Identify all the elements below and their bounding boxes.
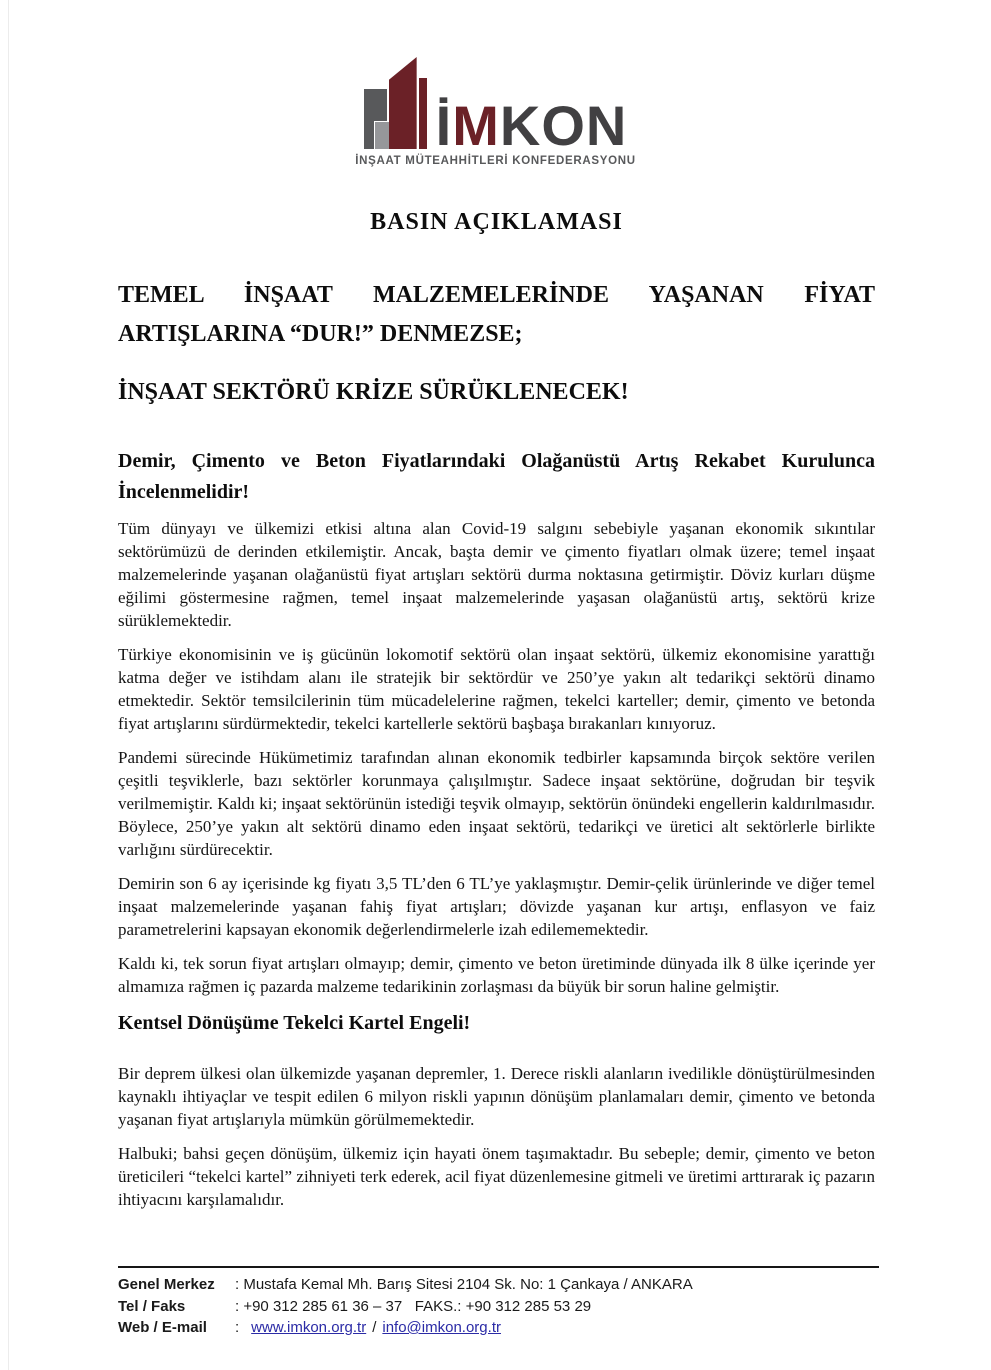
paragraph-3: Pandemi sürecinde Hükümetimiz tarafından alınan ekonomik tedbirler kapsamında birçok sektöre verilen çeşitli teşviklerle, bazı sektörler korunmaya çalışılmıştır. Sadece inşaat sektörüne, doğrudan bir teşvik verilmemiştir. Kaldı ki; inşaat sektörünün istediği teşvik olmayıp, sektörün önündeki engellerin kaldırılmasıdır. Böylece, 250’ye yakın alt sektörü dinamo eden inşaat sektörü, tedarikçi ve üretici alt sektörlerle birlikte varlığını sürdürecektir. [118,748,875,859]
subheadline: Demir, Çimento ve Beton Fiyatlarındaki Olağanüstü Artış Rekabet Kurulunca İncelenmelidir! [118,450,875,503]
imkon-logo [0,0,991,167]
footer [118,1266,879,1339]
page-edge-line [8,0,9,1370]
headline-secondary: İNŞAAT SEKTÖRÜ KRİZE SÜRÜKLENECEK! [118,379,629,405]
footer-value-web-email [235,1317,879,1339]
footer-label-web-email: Web / E-mail [118,1319,207,1336]
brand-wordmark [435,94,628,158]
footer-row-web-email [118,1317,879,1339]
paragraph-2: Türkiye ekonomisinin ve iş gücünün lokomotif sektörü olan inşaat sektörü, ülkemiz ekonomisine yarattığı katma değer ve istihdam alanı ile stratejik bir sektördür ve 250’ye yakın alt tedarikçi sektörü dinamo etmektedir. Sektör temsilcilerinin tüm mücadelelerine rağmen, tekelci karteller; demir, çimento ve betonda fiyat artışlarını sürdürmektedir, tekelci kartellerle sektörü başbaşa bırakanları kınıyoruz. [118,645,875,733]
paragraph-4: Demirin son 6 ay içerisinde kg fiyatı 3,5 TL’den 6 TL’ye yaklaşmıştır. Demir-çelik ürünlerinde ve diğer temel inşaat malzemelerinde yaşanan fahiş fiyat artışları; dövizde yaşanan kur artışı, enflasyon ve faiz parametrelerini kapsayan ekonomik değerlendirmelerle izah edilememektedir. [118,874,875,939]
logo-subtitle: İNŞAAT MÜTEAHHİTLERİ KONFEDERASYONU [355,155,636,167]
buildings-icon [364,57,426,149]
press-release-kicker: BASIN AÇIKLAMASI [370,209,623,235]
section-heading: Kentsel Dönüşüme Tekelci Kartel Engeli! [118,1012,471,1034]
paragraph-6: Bir deprem ülkesi olan ülkemizde yaşanan depremler, 1. Derece riskli alanların ivedilikle dönüştürülmesinden kaynaklı ihtiyaçlar ve tespit edilen 6 milyon riskli yapının dönüşüm planlamaları demir, çimento ve betonda yaşanan fiyat artışlarıyla mümkün görülmemektedir. [118,1064,875,1129]
website-link[interactable]: www.imkon.org.tr [251,1319,367,1336]
footer-label-genel-merkez: Genel Merkez [118,1276,215,1293]
brand-letter-m: M [452,94,500,158]
footer-label-tel-faks: Tel / Faks [118,1297,186,1315]
headline: TEMEL İNŞAAT MALZEMELERİNDE YAŞANAN FİYAT ARTIŞLARINA “DUR!” DENMEZSE; [118,282,875,347]
paragraph-1: Tüm dünyayı ve ülkemizi etkisi altına alan Covid-19 salgını sebebiyle yaşanan ekonomik sıkıntılar sektörümüzü de derinden etkilemiştir. Ancak, başta demir ve çimento fiyatları olmak üzere; temel inşaat malzemelerinde yaşanan olağanüstü fiyat artışları sektörü durma noktasına getirmiştir. Döviz kurları düşme eğilimi göstermesine rağmen, temel inşaat malzemelerinde yaşasan olağanüstü artış, sektörü krize sürüklemektedir. [118,519,875,630]
document-content [0,209,991,1211]
body-text [118,517,875,1211]
footer-colon: : [235,1319,240,1336]
building-maroon-step-icon [418,78,427,149]
brand-letter-i: İ [435,94,453,158]
footer-row-address [118,1274,879,1296]
footer-link-separator: / [372,1319,377,1336]
brand-letters-kon: KON [499,94,628,158]
footer-value-tel-faks: : +90 312 285 61 36 – 37 FAKS.: +90 312 285 53 29 [235,1297,592,1315]
email-link[interactable]: info@imkon.org.tr [382,1319,501,1336]
paragraph-5: Kaldı ki, tek sorun fiyat artışları olmayıp; demir, çimento ve beton üretiminde dünyada ilk 8 ülke içerinde yer almamıza rağmen iç pazarda malzeme tedarikinin zorlaşması da büyük bir sorun haline gelmiştir. [118,954,875,996]
footer-value-address: : Mustafa Kemal Mh. Barış Sitesi 2104 Sk. No: 1 Çankaya / ANKARA [235,1276,693,1293]
paragraph-7: Halbuki; bahsi geçen dönüşüm, ülkemiz için hayati önem taşımaktadır. Bu sebeple; demir, çimento ve beton üreticileri “tekelci kartel” zihniyeti terk ederek, acil fiyat düzenlemesine gitmeli ve üretimi arttırarak iç pazarın ihtiyacını karşılamalıdır. [118,1144,875,1209]
building-maroon-icon [389,57,417,149]
footer-row-tel-faks [118,1296,879,1318]
